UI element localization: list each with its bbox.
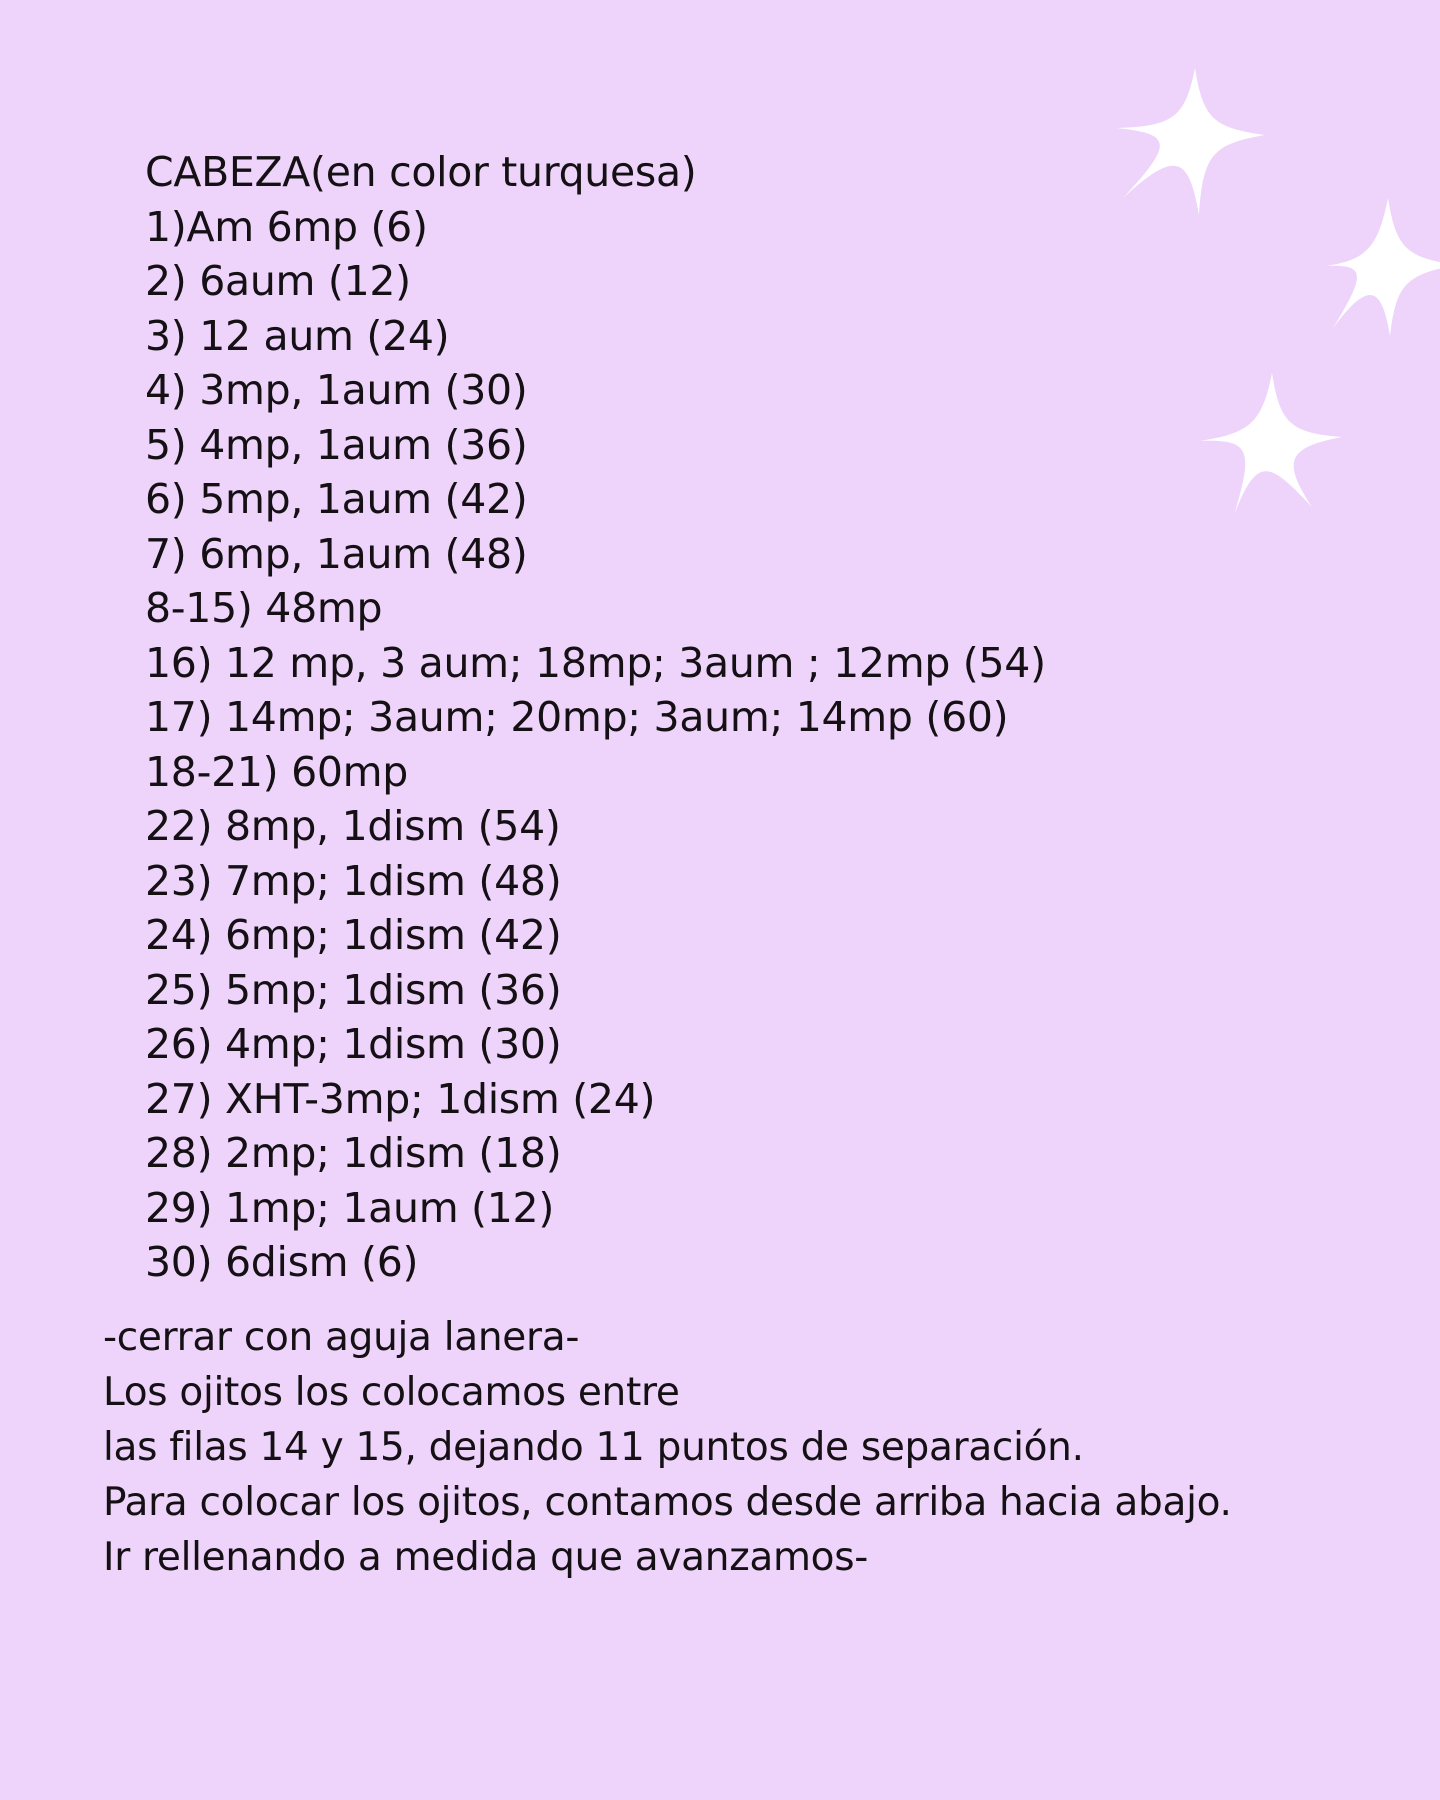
instructions-notes: [103, 1310, 1232, 1585]
pattern-row: 16) 12 mp, 3 aum; 18mp; 3aum ; 12mp (54): [145, 638, 1046, 687]
note-line: Para colocar los ojitos, contamos desde arriba hacia abajo.: [103, 1480, 1232, 1525]
pattern-row: 24) 6mp; 1dism (42): [145, 911, 562, 959]
sparkle-star-icon: [1117, 68, 1265, 215]
pattern-row: 6) 5mp, 1aum (42): [145, 475, 528, 523]
pattern-row: 8-15) 48mp: [145, 584, 383, 632]
pattern-row: 18-21) 60mp: [145, 747, 408, 796]
pattern-row: 7) 6mp, 1aum (48): [145, 529, 528, 578]
sparkle-star-icon: [1200, 373, 1342, 515]
pattern-list: [145, 145, 1046, 1290]
pattern-row: 25) 5mp; 1dism (36): [145, 965, 562, 1014]
sparkle-star-icon: [1326, 198, 1440, 336]
pattern-row: 26) 4mp; 1dism (30): [145, 1020, 562, 1068]
pattern-row: 5) 4mp, 1aum (36): [145, 420, 528, 469]
pattern-row: 23) 7mp; 1dism (48): [145, 856, 562, 905]
note-line: las filas 14 y 15, dejando 11 puntos de separación.: [103, 1425, 1084, 1470]
pattern-row: 4) 3mp, 1aum (30): [145, 366, 528, 414]
sparkle-decoration: [1100, 60, 1440, 530]
pattern-row: 2) 6aum (12): [145, 257, 411, 305]
pattern-row: 27) XHT-3mp; 1dism (24): [145, 1074, 656, 1123]
note-line: -cerrar con aguja lanera-: [103, 1315, 580, 1360]
note-line: Los ojitos los colocamos entre: [103, 1370, 680, 1415]
pattern-heading: CABEZA(en color turquesa): [145, 148, 697, 196]
note-line: Ir rellenando a medida que avanzamos-: [103, 1535, 869, 1580]
pattern-row: 28) 2mp; 1dism (18): [145, 1129, 562, 1177]
pattern-row: 17) 14mp; 3aum; 20mp; 3aum; 14mp (60): [145, 693, 1009, 741]
pattern-row: 29) 1mp; 1aum (12): [145, 1183, 555, 1232]
pattern-row: 3) 12 aum (24): [145, 311, 450, 360]
pattern-row: 22) 8mp, 1dism (54): [145, 802, 561, 850]
pattern-row: 1)Am 6mp (6): [145, 202, 428, 251]
pattern-row: 30) 6dism (6): [145, 1238, 419, 1286]
